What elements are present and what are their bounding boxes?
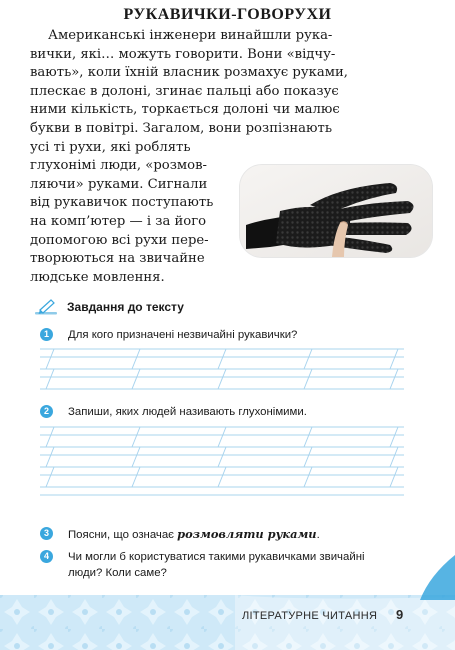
question-text-start: Поясни, що означає <box>68 529 178 541</box>
page-number: 9 <box>396 607 404 622</box>
question-4 <box>40 549 400 581</box>
story-line: вички, які… можуть говорити. Вони «відчу- <box>30 46 336 62</box>
page-footer <box>0 595 455 650</box>
pencil-icon <box>34 298 60 316</box>
answer-lines-1[interactable] <box>40 346 404 390</box>
page-title: РУКАВИЧКИ-ГОВОРУХИ <box>123 6 332 23</box>
story-line: від рукавичок поступають <box>30 195 214 211</box>
question-2 <box>40 404 400 420</box>
question-number: 4 <box>40 550 53 563</box>
story-line: творюються на звичайне <box>30 251 205 267</box>
answer-lines-2[interactable] <box>40 424 404 498</box>
question-3 <box>40 526 400 543</box>
glove-photo <box>240 165 432 257</box>
story-line: глухонімі люди, «розмов- <box>30 158 207 174</box>
question-emphasis: розмовляти руками <box>177 527 317 541</box>
question-number: 2 <box>40 405 53 418</box>
question-text: Чи могли б користуватися такими рукавичками звичайні люди? Коли саме? <box>68 551 365 579</box>
question-number: 3 <box>40 527 53 540</box>
task-header-label: Завдання до тексту <box>67 300 184 314</box>
story-line: ляючи» руками. Сигнали <box>30 176 208 192</box>
story-line: на комп’ютер — і за його <box>30 213 207 229</box>
footer-ornament <box>0 595 455 650</box>
story-line: плескає в долоні, згинає пальці або показує <box>30 83 339 99</box>
story-line: усі ті рухи, які роблять <box>30 139 191 155</box>
question-text: Для кого призначені незвичайні рукавички? <box>68 329 298 341</box>
story-line: вають», коли їхній власник розмахує руками, <box>30 65 348 81</box>
story-line: людське мовлення. <box>30 269 165 285</box>
question-text <box>68 526 320 543</box>
story-line: допомогою всі рухи пере- <box>30 232 209 248</box>
question-number: 1 <box>40 328 53 341</box>
story-line: букви в повітрі. Загалом, вони розпізнають <box>30 120 332 136</box>
question-1 <box>40 327 400 343</box>
question-text: Запиши, яких людей називають глухонімими. <box>68 406 307 418</box>
story-line: ними кількість, торкається долоні чи малює <box>30 102 340 118</box>
question-text-end: . <box>316 529 320 541</box>
subject-label: ЛІТЕРАТУРНЕ ЧИТАННЯ <box>242 610 378 622</box>
corner-swirl <box>420 555 455 600</box>
story-line: Американські інженери винайшли рука- <box>48 28 333 43</box>
task-header <box>34 298 184 316</box>
